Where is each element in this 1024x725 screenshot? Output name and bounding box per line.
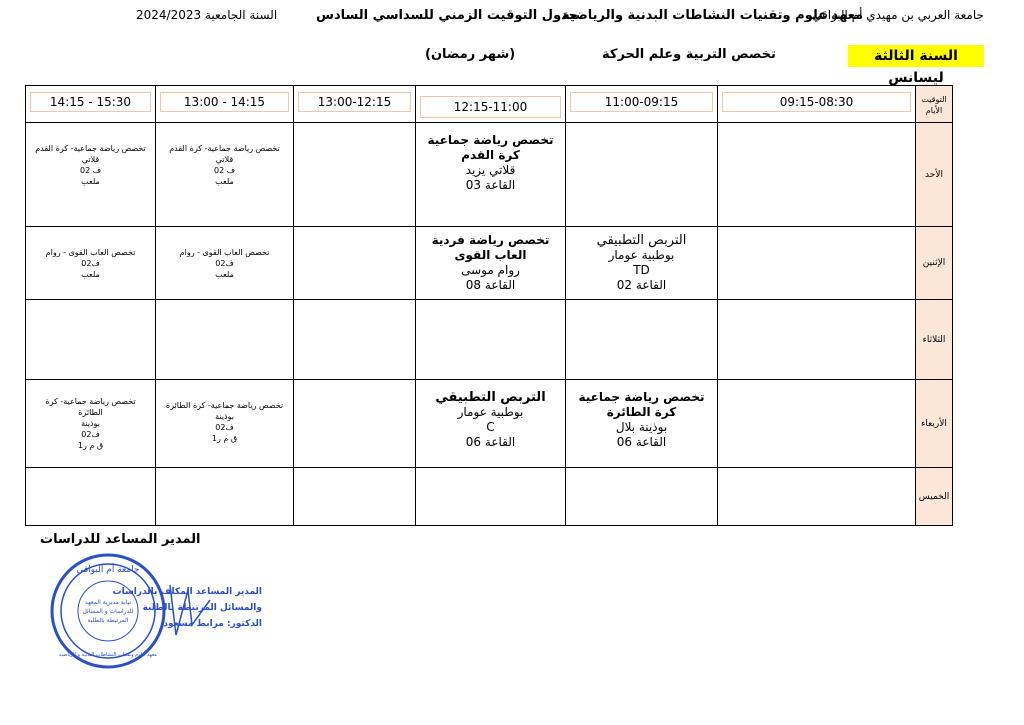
time-header-row [26,86,953,123]
day-label-monday: الإثنين [916,227,953,300]
session-cell: التربص التطبيقي بوطبية عومار TD القاعة 02 [566,227,718,300]
cell-empty [718,227,916,300]
day-label-thursday: الخميس [916,468,953,526]
session-cell: التربص التطبيقي بوطبية عومار C القاعة 06 [416,380,566,468]
session-cell: تخصص رياضة جماعية كرة الطائرة بوذينة بلال القاعة 06 [566,380,718,468]
signature-title: المدير المساعد للدراسات [40,532,201,547]
session-cell: تخصص العاب القوى - روام ف02 ملعب [156,227,294,300]
page-title: جدول التوقيت الزمني للسداسي السادس [316,8,579,23]
cell-empty [718,300,916,380]
cell-empty [718,123,916,227]
cell-empty [566,123,718,227]
session-cell: تخصص رياضة فردية العاب القوى روام موسى القاعة 08 [416,227,566,300]
session-cell: تخصص رياضة جماعية كرة القدم قلاتي يزيد القاعة 03 [416,123,566,227]
day-label-sunday: الأحد [916,123,953,227]
stamp-line-2: للدراسات و المسائل [82,608,134,615]
cell-empty [718,380,916,468]
corner-cell: التوقيت الأيام [916,86,953,123]
signature-stamp-icon [112,580,265,640]
cell-empty [26,468,156,526]
academic-year: السنة الجامعية 2024/2023 [136,8,278,22]
cell-empty [294,300,416,380]
day-row-sunday [26,123,953,227]
cell-empty [566,300,718,380]
sign-line-2: والمسائل المرتبطة بالطلبة [142,603,262,613]
cell-empty [26,300,156,380]
slot-header-2: 11:00-09:15 [566,86,718,123]
day-label-tuesday: الثلاثاء [916,300,953,380]
slot-header-6: 15:30 - 14:15 [26,86,156,123]
cell-empty [294,468,416,526]
cell-empty [718,468,916,526]
slot-header-5: 14:15 - 13:00 [156,86,294,123]
cell-empty [294,227,416,300]
stamp-ring-text: جامعة أم البواقي [76,565,140,575]
cell-empty [156,300,294,380]
day-label-wednesday: الأربعاء [916,380,953,468]
cell-empty [294,380,416,468]
specialty-label: تخصص التربية وعلم الحركة [602,47,776,62]
slot-header-4: 13:00-12:15 [294,86,416,123]
cell-empty [416,468,566,526]
stamp-line-3: المرتبطة بالطلبة [87,617,129,624]
sign-line-3: الدكتور: مرابط مسعود [163,619,262,629]
session-cell: تخصص رياضة جماعية- كرة القدم قلاتي ف 02 ملعب [156,123,294,227]
cell-empty [416,300,566,380]
cell-empty [294,123,416,227]
session-cell: تخصص رياضة جماعية- كرة القدم قلاتي ف 02 ملعب [26,123,156,227]
slot-header-3: 12:15-11:00 [416,86,566,123]
session-cell: تخصص رياضة جماعية- كرة الطائرة بوذينة ف02 ق م ر1 [156,380,294,468]
session-cell: تخصص العاب القوى - روام ف02 ملعب [26,227,156,300]
university-name: جامعة العربي بن مهيدي أم البواقي [812,8,984,22]
period-label: (شهر رمضان) [425,47,516,62]
cell-empty [566,468,718,526]
sign-line-1: المدير المساعد المكلف بالدراسات [112,587,262,597]
slot-header-1: 09:15-08:30 [718,86,916,123]
stamp-bottom-text: معهد علوم وتقنيات النشاطات البدنية و الرياضية [58,652,158,658]
level-badge: السنة الثالثة ليسانس [848,45,984,67]
cell-empty [156,468,294,526]
session-cell: تخصص رياضة جماعية- كرة الطائرة بوذينة ف02 ق م ر1 [26,380,156,468]
day-row-monday [26,227,953,300]
timetable [25,85,953,526]
day-row-thursday [26,468,953,526]
stamp-line-1: نيابة مديرية المعهد [84,599,132,606]
day-row-tuesday [26,300,953,380]
institute-name: معهد علوم وتقنيات النشاطات البدنية والرياضية [562,8,864,23]
day-row-wednesday [26,380,953,468]
